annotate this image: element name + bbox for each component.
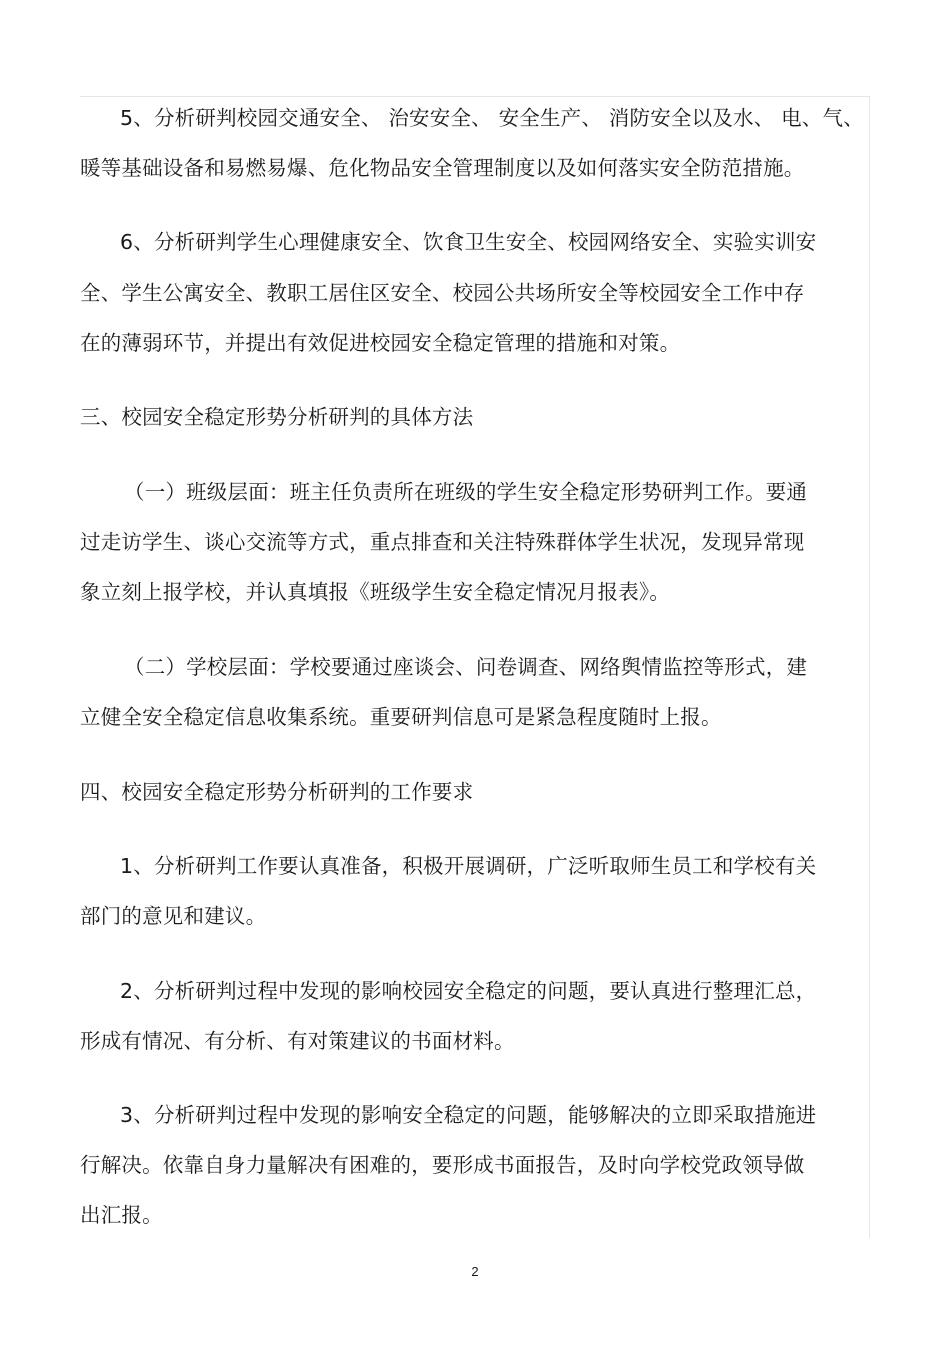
requirement-2-line-2: 形成有情况、有分析、有对策建议的书面材料。 <box>80 1029 515 1053</box>
paragraph-school-level-line-2: 立健全安全稳定信息收集系统。重要研判信息可是紧急程度随时上报。 <box>80 705 722 729</box>
requirement-3-line-3: 出汇报。 <box>80 1203 163 1227</box>
paragraph-class-level-line-1: （一）班级层面：班主任负责所在班级的学生安全稳定形势研判工作。要通 <box>124 480 808 504</box>
page-number: 2 <box>471 1264 479 1279</box>
paragraph-5-line-2: 暖等基础设备和易燃易爆、危化物品安全管理制度以及如何落实安全防范措施。 <box>80 156 805 180</box>
section-heading-3: 三、校园安全稳定形势分析研判的具体方法 <box>80 405 474 429</box>
paragraph-6-line-3: 在的薄弱环节，并提出有效促进校园安全稳定管理的措施和对策。 <box>80 331 681 355</box>
requirement-2-line-1: 2、分析研判过程中发现的影响校园安全稳定的问题，要认真进行整理汇总， <box>120 979 817 1003</box>
requirement-3-line-2: 行解决。依靠自身力量解决有困难的，要形成书面报告，及时向学校党政领导做 <box>80 1153 805 1177</box>
section-heading-4: 四、校园安全稳定形势分析研判的工作要求 <box>80 780 474 804</box>
requirement-1-line-2: 部门的意见和建议。 <box>80 904 267 928</box>
paragraph-6-line-2: 全、学生公寓安全、教职工居住区安全、校园公共场所安全等校园安全工作中存 <box>80 281 805 305</box>
paragraph-class-level-line-3: 象立刻上报学校，并认真填报《班级学生安全稳定情况月报表》。 <box>80 580 671 604</box>
requirement-3-line-1: 3、分析研判过程中发现的影响安全稳定的问题，能够解决的立即采取措施进 <box>120 1103 817 1127</box>
paragraph-5-line-1: 5、分析研判校园交通安全、 治安安全、 安全生产、 消防安全以及水、 电、气、 <box>120 106 864 130</box>
requirement-1-line-1: 1、分析研判工作要认真准备，积极开展调研，广泛听取师生员工和学校有关 <box>120 854 817 878</box>
paragraph-6-line-1: 6、分析研判学生心理健康安全、饮食卫生安全、校园网络安全、实验实训安 <box>120 230 817 254</box>
paragraph-class-level-line-2: 过走访学生、谈心交流等方式，重点排查和关注特殊群体学生状况，发现异常现 <box>80 530 805 554</box>
paragraph-school-level-line-1: （二）学校层面：学校要通过座谈会、问卷调查、网络舆情监控等形式，建 <box>124 655 808 679</box>
